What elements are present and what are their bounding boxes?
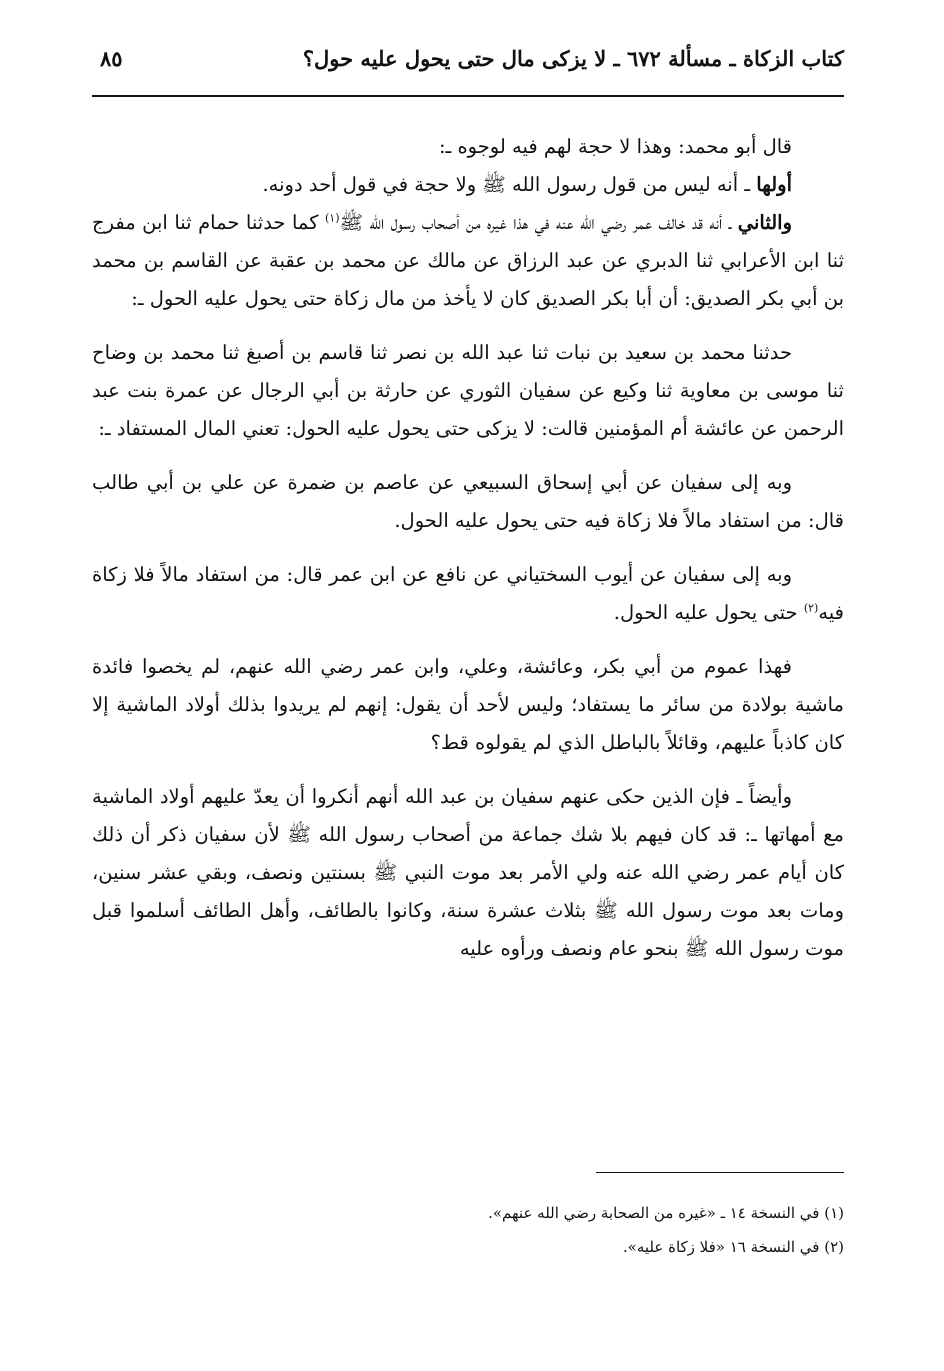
footnote-divider	[596, 1172, 844, 1173]
paragraph-8	[92, 778, 844, 968]
paragraph-3	[92, 204, 844, 318]
footnote-2: (٢) في النسخة ١٦ «فلا زكاة عليه».	[622, 1238, 844, 1256]
footnote-1: (١) في النسخة ١٤ ـ «غيره من الصحابة رضي الله عنهم».	[488, 1204, 844, 1222]
paragraph-1	[92, 128, 844, 166]
paragraph-6-text-cont: حتى يحول عليه الحول.	[613, 601, 804, 624]
paragraph-3-text: ـ أنه قد خالف عمر رضي الله عنه في هذا غيره من أصحاب رسول الله ﷺ	[339, 211, 738, 234]
paragraph-6-text: وبه إلى سفيان عن أيوب السختياني عن نافع عن ابن عمر قال: من استفاد مالاً فلا زكاة فيه	[92, 563, 844, 624]
paragraph-7	[92, 648, 844, 762]
paragraph-5-text: وبه إلى سفيان عن أبي إسحاق السبيعي عن عاصم بن ضمرة عن علي بن أبي طالب قال: من استفاد مالاً فلا زكاة فيه حتى يحول عليه الحول.	[92, 471, 844, 532]
paragraph-4	[92, 334, 844, 448]
page-number: ٨٥	[100, 46, 123, 71]
paragraph-2-text: ـ أنه ليس من قول رسول الله ﷺ ولا حجة في قول أحد دونه.	[262, 173, 757, 196]
paragraph-4-text: حدثنا محمد بن سعيد بن نبات ثنا عبد الله بن نصر ثنا قاسم بن أصبغ ثنا محمد بن وضاح ثنا موسى بن معاوية ثنا وكيع عن سفيان الثوري عن حارثة بن أبي الرجال عن عمرة بنت عبد الرحمن عن عائشة أم المؤمنين قالت: لا يزكى حتى يحول عليه الحول: تعني المال المستفاد ـ:	[92, 341, 844, 440]
paragraph-3-lead: والثاني	[737, 211, 792, 234]
paragraph-8-text: وأيضاً ـ فإن الذين حكى عنهم سفيان بن عبد الله أنهم أنكروا أن يعدّ عليهم أولاد الماشية مع أمهاتها ـ: قد كان فيهم بلا شك جماعة من أصحاب رسول الله ﷺ لأن سفيان ذكر أن ذلك كان أيام عمر رضي الله عنه ولي الأمر بعد موت النبي ﷺ بسنتين ونصف، وبقي عشر سنين، ومات بعد موت رسول الله ﷺ بثلاث عشرة سنة، وكانوا بالطائف، وأهل الطائف أسلموا قبل موت رسول الله ﷺ بنحو عام ونصف ورأوه عليه	[92, 785, 844, 960]
paragraph-3-text-cont: كما حدثنا حمام ثنا ابن مفرج ثنا ابن الأعرابي ثنا الدبري عن عبد الرزاق عن مالك عن محمد بن عقبة عن القاسم بن محمد بن أبي بكر الصديق: أن أبا بكر الصديق كان لا يأخذ من مال زكاة حتى يحول عليه الحول ـ:	[92, 211, 844, 310]
paragraph-6	[92, 556, 844, 632]
footnote-ref-1[interactable]: (١)	[324, 211, 340, 225]
paragraph-2	[92, 166, 844, 204]
paragraph-5	[92, 464, 844, 540]
footnote-ref-2[interactable]: (٢)	[803, 601, 819, 615]
paragraph-7-text: فهذا عموم من أبي بكر، وعائشة، وعلي، وابن عمر رضي الله عنهم، لم يخصوا فائدة ماشية بولادة من سائر ما يستفاد؛ وليس لأحد أن يقول: إنهم لم يريدوا بذلك أولاد الماشية إلا كان كاذباً عليهم، وقائلاً بالباطل الذي لم يقولوه قط؟	[92, 655, 844, 754]
footnotes	[92, 1196, 844, 1264]
paragraph-2-lead: أولها	[756, 173, 792, 196]
header-title: كتاب الزكاة ـ مسألة ٦٧٢ ـ لا يزكى مال حتى يحول عليه حول؟	[302, 46, 844, 71]
main-text	[92, 128, 844, 968]
paragraph-1-text: قال أبو محمد: وهذا لا حجة لهم فيه لوجوه ـ:	[438, 135, 792, 158]
header-divider	[92, 95, 844, 97]
running-header	[92, 40, 844, 84]
